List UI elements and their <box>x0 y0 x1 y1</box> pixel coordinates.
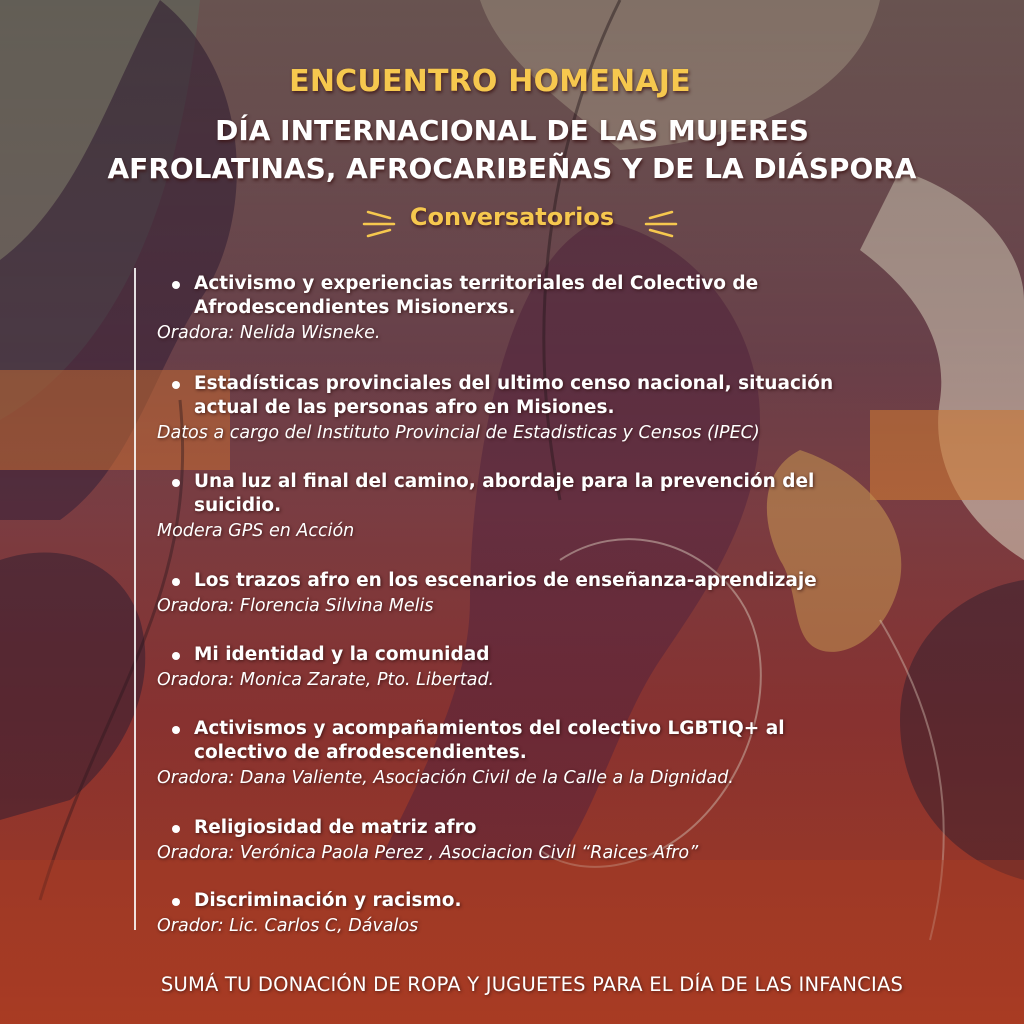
event-title: ENCUENTRO HOMENAJE <box>289 64 691 99</box>
item-title: Los trazos afro en los escenarios de enseñanza-aprendizaje <box>194 570 817 591</box>
rays-right-icon <box>630 202 680 242</box>
section-heading: Conversatorios <box>409 203 615 231</box>
item-speaker: Oradora: Verónica Paola Perez , Asociacion Civil “Raices Afro” <box>157 843 699 863</box>
bullet-icon <box>172 825 180 833</box>
item-speaker: Orador: Lic. Carlos C, Dávalos <box>157 916 419 936</box>
bullet-icon <box>172 479 180 487</box>
bullet-icon <box>172 281 180 289</box>
item-title: Activismo y experiencias territoriales del Colectivo de Afrodescendientes Misionerxs. <box>194 273 759 318</box>
item-speaker: Oradora: Dana Valiente, Asociación Civil de la Calle a la Dignidad. <box>157 768 734 788</box>
item-title: Activismos y acompañamientos del colectivo LGBTIQ+ al colectivo de afrodescendientes. <box>194 718 785 763</box>
item-title: Mi identidad y la comunidad <box>194 644 490 665</box>
bullet-icon <box>172 726 180 734</box>
item-speaker: Datos a cargo del Instituto Provincial de Estadisticas y Censos (IPEC) <box>157 423 760 443</box>
subtitle-line-2: AFROLATINAS, AFROCARIBEÑAS Y DE LA DIÁSPORA <box>107 152 917 185</box>
bullet-icon <box>172 898 180 906</box>
item-title: Discriminación y racismo. <box>194 890 462 911</box>
divider-line <box>134 268 136 930</box>
footer-text: SUMÁ TU DONACIÓN DE ROPA Y JUGUETES PARA EL DÍA DE LAS INFANCIAS <box>160 973 904 996</box>
bullet-icon <box>172 652 180 660</box>
item-speaker: Oradora: Florencia Silvina Melis <box>157 596 434 616</box>
subtitle-line-1: DÍA INTERNACIONAL DE LAS MUJERES <box>215 114 809 147</box>
item-title: Religiosidad de matriz afro <box>194 817 477 838</box>
item-title: Estadísticas provinciales del ultimo censo nacional, situación actual de las personas afro en Misiones. <box>194 373 834 418</box>
event-subtitle <box>0 112 1024 188</box>
item-title: Una luz al final del camino, abordaje para la prevención del suicidio. <box>194 471 815 516</box>
item-speaker: Oradora: Monica Zarate, Pto. Libertad. <box>157 670 495 690</box>
item-speaker: Oradora: Nelida Wisneke. <box>157 323 381 343</box>
bullet-icon <box>172 381 180 389</box>
bullet-icon <box>172 578 180 586</box>
item-speaker: Modera GPS en Acción <box>157 521 355 541</box>
